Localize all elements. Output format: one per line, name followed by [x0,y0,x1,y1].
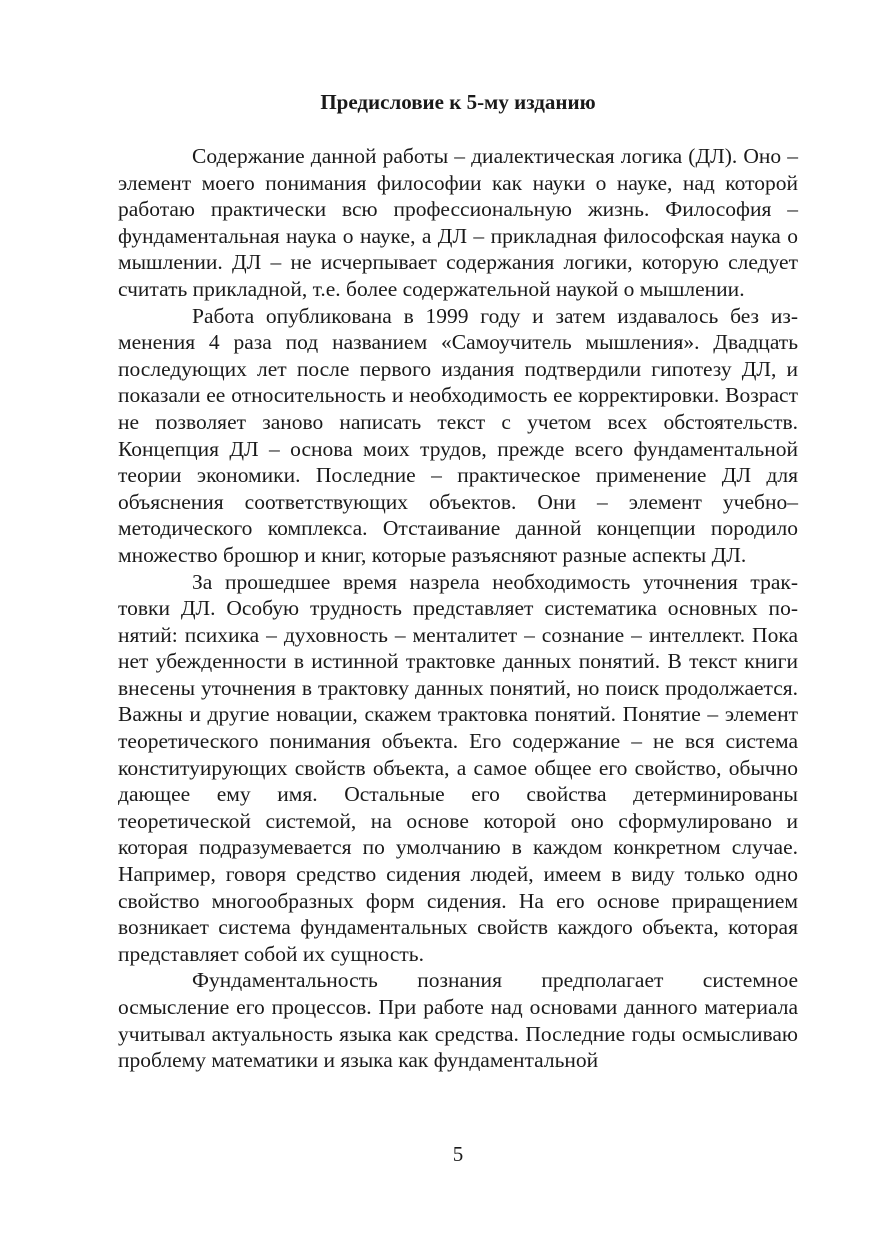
page-number: 5 [452,1142,464,1166]
paragraph-4: Фундаментальность познания предполагает системное осмысление его процессов. При работе над основами данного материала учитывал актуальность языка как средства. Последние годы осмысливаю проблему математики и языка как фундаментальной [118,968,798,1073]
paragraph-3: За прошедшее время назрела необходимость уточнения трактовки ДЛ. Особую трудность представляет систематика основных понятий: психика – духовность – менталитет – сознание – интеллект. Пока нет убежденности в истинной трактовке данных понятий. В текст книги внесены уточнения в трактовку данных понятий, но поиск продолжается. Важны и другие новации, скажем трактовка понятий. Понятие – элемент теоретического понимания объекта. Его содержание – не вся система конституирующих свойств объекта, а самое общее его свойство, обычно дающее ему имя. Остальные его свойства детерминированы теоретической системой, на основе которой оно сформулировано и которая подразумевается по умолчанию в каждом конкретном случае. Например, говоря средство сидения людей, имеем в виду только одно свойство многообразных форм сидения. На его основе приращением возникает система фундаментальных свойств каждого объекта, которая представляет собой их сущность. [118,569,798,966]
page-title: Предисловие к 5-му изданию [320,90,596,114]
body-text [118,143,798,1074]
paragraph-1: Содержание данной работы – диалектическая логика (ДЛ). Оно – элемент моего понимания философии как науки о науке, над которой работаю практически всю профессиональную жизнь. Философия – фундаментальная наука о науке, а ДЛ – прикладная философская наука о мышлении. ДЛ – не исчерпывает содержания логики, которую следует считать прикладной, т.е. более содержательной наукой о мышлении. [118,144,798,301]
paragraph-2: Работа опубликована в 1999 году и затем издавалось без изменения 4 раза под названием «Самоучитель мышления». Двадцать последующих лет после первого издания подтвердили гипотезу ДЛ, и показали ее относительность и необходимость ее корректировки. Возраст не позволяет заново написать текст с учетом всех обстоятельств. Концепция ДЛ – основа моих трудов, прежде всего фундаментальной теории экономики. Последние – практическое применение ДЛ для объяснения соответствующих объектов. Они – элемент учебно–методического комплекса. Отстаивание данной концепции породило множество брошюр и книг, которые разъясняют разные аспекты ДЛ. [118,303,798,567]
book-page [118,0,798,1240]
